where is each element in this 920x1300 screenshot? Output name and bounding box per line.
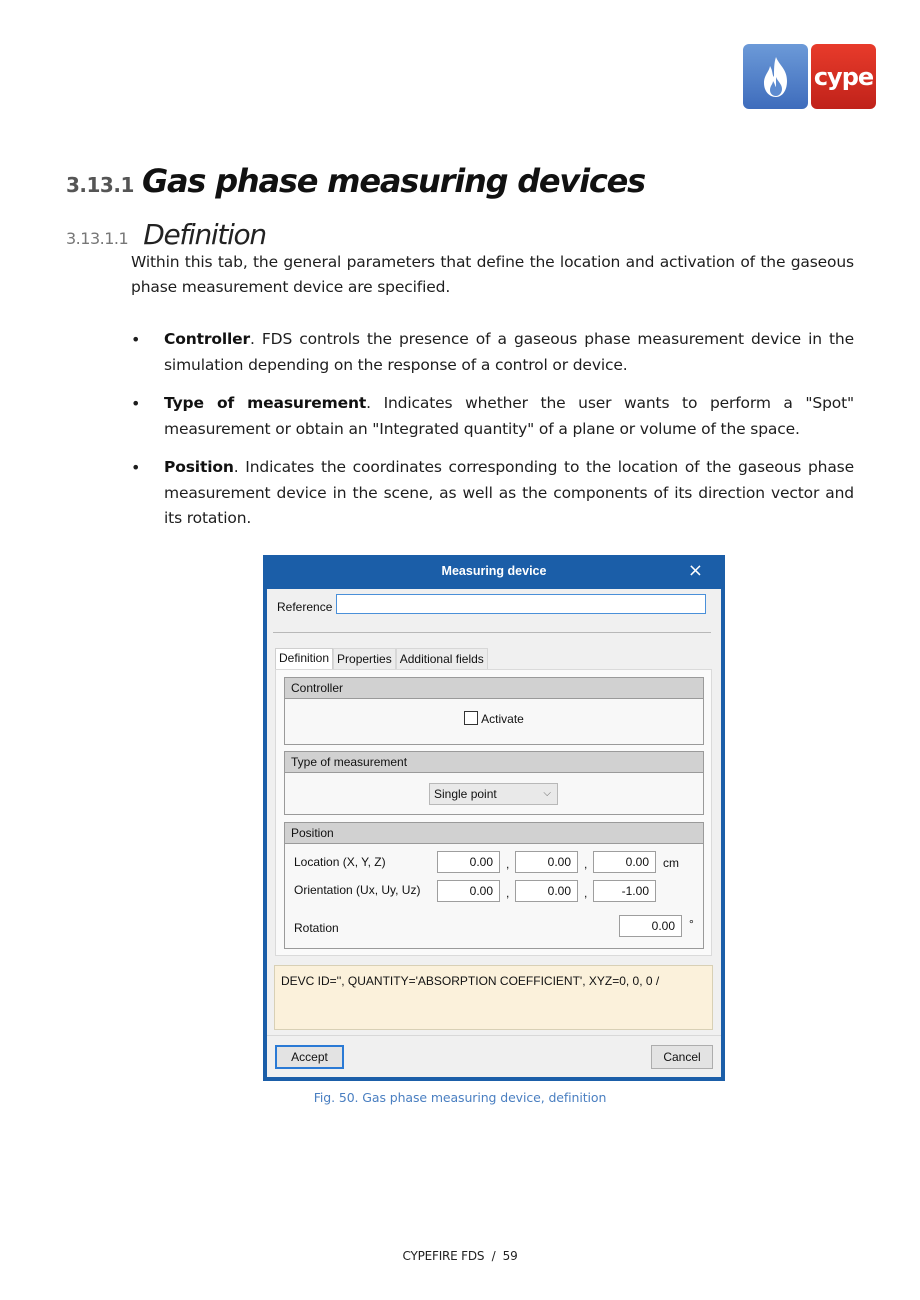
subsection-heading: [66, 218, 266, 251]
location-unit: cm: [663, 856, 679, 870]
measurement-type-group-header: Type of measurement: [285, 752, 703, 773]
flame-icon: [759, 55, 793, 99]
page-footer: CYPEFIRE FDS / 59: [402, 1249, 518, 1263]
subsection-number: 3.13.1.1: [66, 229, 129, 248]
reference-label: Reference: [277, 600, 333, 614]
rotation-unit: °: [689, 917, 694, 931]
bullet-controller: [131, 327, 854, 378]
cypefire-logo-tile: [743, 44, 808, 109]
close-icon[interactable]: ×: [687, 560, 703, 581]
bullet-term: Controller: [164, 330, 251, 348]
bullet-term: Position: [164, 458, 234, 476]
cype-logo-tile: [811, 44, 876, 109]
orientation-label: Orientation (Ux, Uy, Uz): [294, 883, 421, 897]
bullet-list: [131, 327, 854, 545]
tab-additional-fields[interactable]: Additional fields: [396, 648, 488, 670]
activate-checkbox[interactable]: [464, 711, 478, 725]
chevron-down-icon: ⌵: [543, 788, 551, 799]
controller-group-header: Controller: [285, 678, 703, 699]
orientation-y-input[interactable]: 0.00: [515, 880, 578, 902]
separator: ,: [506, 886, 510, 900]
divider: [273, 632, 711, 633]
bullet-icon: •: [131, 394, 141, 413]
fds-code-preview: [274, 965, 713, 1030]
position-group: [284, 822, 704, 949]
fds-code-line: DEVC ID='', QUANTITY='ABSORPTION COEFFICIENT', XYZ=0, 0, 0 /: [281, 974, 660, 988]
position-group-header: Position: [285, 823, 703, 844]
bullet-icon: •: [131, 330, 141, 349]
orientation-x-input[interactable]: 0.00: [437, 880, 500, 902]
separator: ,: [584, 857, 588, 871]
tab-definition[interactable]: Definition: [275, 648, 333, 670]
location-x-input[interactable]: 0.00: [437, 851, 500, 873]
measurement-type-select[interactable]: [429, 783, 558, 805]
divider: [267, 1035, 721, 1036]
separator: ,: [506, 857, 510, 871]
dialog-titlebar: [263, 555, 725, 589]
figure-caption: Fig. 50. Gas phase measuring device, definition: [313, 1090, 607, 1105]
bullet-text: . FDS controls the presence of a gaseous phase measurement device in the simulation depending on the response of a control or device.: [164, 330, 854, 374]
orientation-z-input[interactable]: -1.00: [593, 880, 656, 902]
cype-logo: [743, 44, 876, 109]
cype-logo-text: cype: [813, 62, 874, 91]
bullet-type-of-measurement: [131, 391, 854, 442]
location-label: Location (X, Y, Z): [294, 855, 386, 869]
subsection-title: Definition: [143, 218, 266, 251]
cancel-button[interactable]: Cancel: [651, 1045, 713, 1069]
section-title: Gas phase measuring devices: [141, 162, 645, 200]
bullet-term: Type of measurement: [164, 394, 367, 412]
bullet-position: [131, 455, 854, 532]
measuring-device-dialog: [263, 555, 725, 1081]
section-heading: [66, 162, 645, 200]
activate-row: [285, 711, 703, 726]
bullet-text: . Indicates whether the user wants to perform a "Spot" measurement or obtain an "Integrated quantity" of a plane or volume of the space.: [164, 394, 854, 438]
measurement-type-group: [284, 751, 704, 815]
intro-paragraph: Within this tab, the general parameters that define the location and activation of the gaseous phase measurement device are specified.: [131, 253, 854, 296]
rotation-input[interactable]: 0.00: [619, 915, 682, 937]
reference-input[interactable]: [336, 594, 706, 614]
bullet-text: . Indicates the coordinates corresponding to the location of the gaseous phase measurement device in the scene, as well as the components of its direction vector and its rotation.: [164, 458, 854, 527]
separator: ,: [584, 886, 588, 900]
dialog-title: Measuring device: [441, 564, 547, 578]
section-number: 3.13.1: [66, 173, 134, 197]
bullet-icon: •: [131, 458, 141, 477]
definition-tab-panel: [275, 669, 712, 956]
activate-label[interactable]: Activate: [481, 712, 524, 726]
accept-button[interactable]: Accept: [275, 1045, 344, 1069]
location-y-input[interactable]: 0.00: [515, 851, 578, 873]
controller-group: [284, 677, 704, 745]
measurement-type-value: Single point: [434, 787, 497, 801]
rotation-label: Rotation: [294, 921, 339, 935]
location-z-input[interactable]: 0.00: [593, 851, 656, 873]
tab-properties[interactable]: Properties: [333, 648, 396, 670]
dialog-body: [267, 589, 721, 1077]
tab-bar: [275, 648, 488, 670]
